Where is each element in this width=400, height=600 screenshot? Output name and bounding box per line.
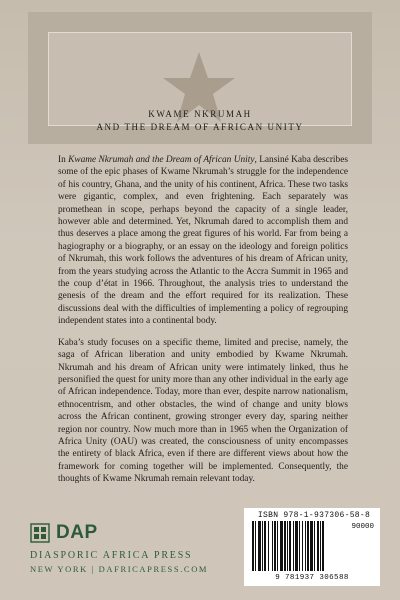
publisher-name: DIASPORIC AFRICA PRESS — [30, 550, 193, 561]
isbn-label: ISBN 978-1-937306-58-8 — [257, 511, 371, 520]
cover-title — [0, 108, 400, 134]
publisher-block — [30, 522, 230, 574]
publisher-logo — [30, 522, 230, 544]
barcode-bars — [252, 521, 346, 573]
price-code: 90000 — [351, 523, 374, 531]
dap-emblem-icon — [30, 523, 50, 543]
title-subtitle-line: AND THE DREAM OF AFRICAN UNITY — [96, 122, 304, 132]
back-cover-blurb — [58, 154, 348, 495]
title-author-line: KWAME NKRUMAH — [148, 109, 252, 119]
isbn-barcode — [244, 508, 380, 586]
blurb-p1-lead: In — [58, 155, 69, 165]
publisher-location: NEW YORK | DAFRICAPRESS.COM — [30, 564, 209, 574]
blurb-paragraph-2: Kaba’s study focuses on a specific theme, limited and precise, namely, the saga of African liberation and unity embodied by Kwame Nkrumah. Nkrumah and his dream of African unity were intimately linked, thus he personified the quest for unity more than any other individual in the early age of African independence. Today, more than ever, despite narrow nationalism, ethnocentrism, and other obstacles, the wind of change and unity blows across the African continent, growing stronger every day, sparing neither region nor country. Now much more than in 1965 when the Organization of Africa Unity (OAU) was created, the consciousness of unity encompasses the entirety of black Africa, even if there are different views about how the framework for coming together will be implemented. Consequently, the thoughts of Kwame Nkrumah remain relevant today. — [58, 337, 348, 485]
blurb-paragraph-1 — [58, 154, 348, 328]
publisher-logo-text: DAP — [56, 522, 98, 543]
barcode-number: 9 781937 306588 — [275, 574, 349, 582]
blurb-p1-body: , Lansiné Kaba describes some of the epic phases of Kwame Nkrumah’s struggle for the independence of his country, Ghana, and the unity of his continent, Africa. These two tasks were gigantic, complex, and even frightening. Each separately was promethean in scope, perhaps beyond the capacity of a single leader, however able and determined. Yet, Nkrumah dared to accomplish them and thus deserves a place among the great figures of his world. Far from being a hagiography or a biography, or an essay on the ideology and foreign politics of Nkrumah, this work follows the adventures of his dream of African unity, from the years studying across the Atlantic to the Accra Summit in 1965 and the coup d’état in 1966. Throughout, the analysis tries to understand the genesis of the dream and the effort required for its realization. These discussions deal with the difficulties of implementing a policy of regrouping independent states into a continental body. — [58, 155, 348, 327]
blurb-book-title: Kwame Nkrumah and the Dream of African Unity — [68, 155, 255, 165]
